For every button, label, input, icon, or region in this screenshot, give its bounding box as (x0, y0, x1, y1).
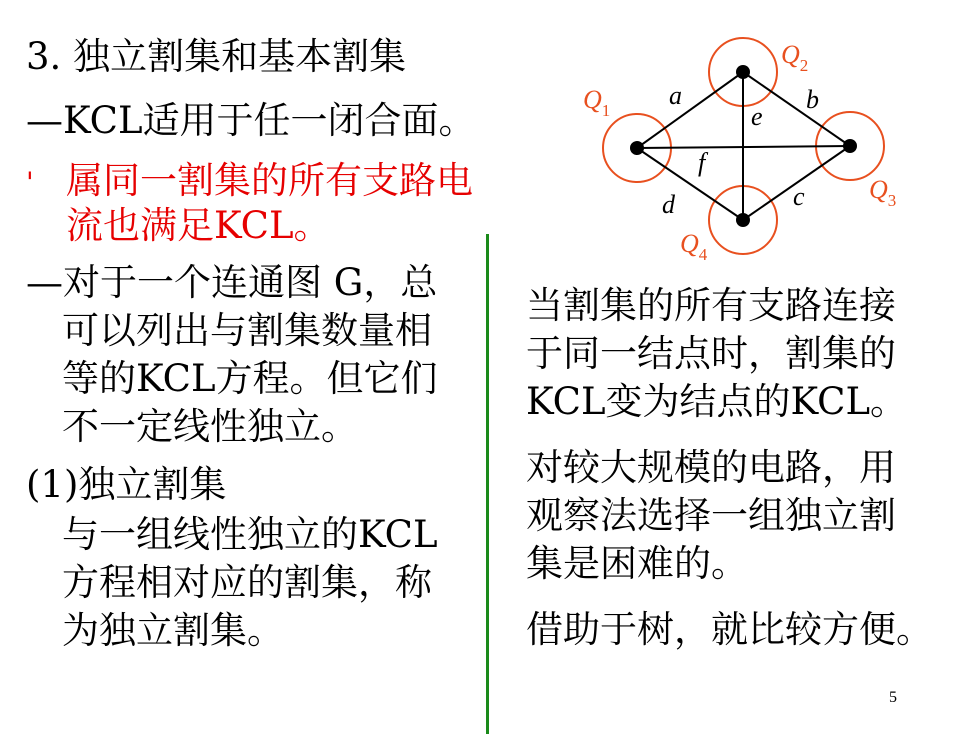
edge-f (637, 146, 850, 148)
definition-line-2: 方程相对应的割集，称 (62, 561, 432, 604)
cutset-graph-diagram (560, 30, 920, 270)
node-2 (736, 65, 750, 79)
section-heading: 3. 独立割集和基本割集 (26, 35, 407, 78)
node-1 (630, 141, 644, 155)
right-p2-line-2: 观察法选择一组独立割 (526, 494, 896, 537)
node-3 (843, 139, 857, 153)
highlight-line-2: 流也满足KCL。 (66, 204, 331, 247)
graph-text-line-3: 等的KCL方程。但它们 (62, 357, 438, 400)
edge-label-f: f (698, 148, 706, 177)
bullet-marker: ' (26, 166, 34, 199)
node-4 (736, 213, 750, 227)
edge-label-b: b (806, 85, 819, 114)
page-number: 5 (889, 689, 897, 706)
right-p1-line-2: 于同一结点时，割集的 (526, 332, 896, 375)
cutset-label-q3: $Q_3$ (869, 175, 897, 210)
right-p1-line-3: KCL变为结点的KCL。 (526, 380, 908, 423)
edge-label-c: c (793, 182, 805, 211)
edge-label-d: d (662, 190, 675, 219)
cutset-label-q1: $Q_1$ (583, 85, 611, 120)
edge-label-a: a (669, 81, 682, 110)
definition-line-3: 为独立割集。 (62, 609, 284, 652)
edge-label-e: e (751, 102, 763, 131)
right-p2-line-3: 集是困难的。 (526, 542, 748, 585)
graph-text-line-1: —对于一个连通图 G，总 (26, 261, 438, 304)
edge-d (637, 148, 743, 220)
cutset-label-q4: $Q_4$ (680, 229, 708, 264)
cutset-label-q2: $Q_2$ (781, 40, 809, 75)
sub-heading: (1)独立割集 (26, 463, 227, 506)
definition-line-1: 与一组线性独立的KCL (62, 513, 438, 556)
right-p2-line-1: 对较大规模的电路，用 (526, 446, 896, 489)
column-divider (486, 234, 489, 734)
edge-a (637, 72, 743, 148)
highlight-line-1: 属同一割集的所有支路电 (66, 159, 473, 202)
graph-text-line-4: 不一定线性独立。 (62, 405, 358, 448)
edge-labels (662, 81, 819, 219)
right-p3-line-1: 借助于树，就比较方便。 (526, 608, 933, 651)
kcl-statement: —KCL适用于任一闭合面。 (26, 99, 476, 142)
graph-text-line-2: 可以列出与割集数量相 (62, 309, 432, 352)
right-p1-line-1: 当割集的所有支路连接 (526, 284, 896, 327)
